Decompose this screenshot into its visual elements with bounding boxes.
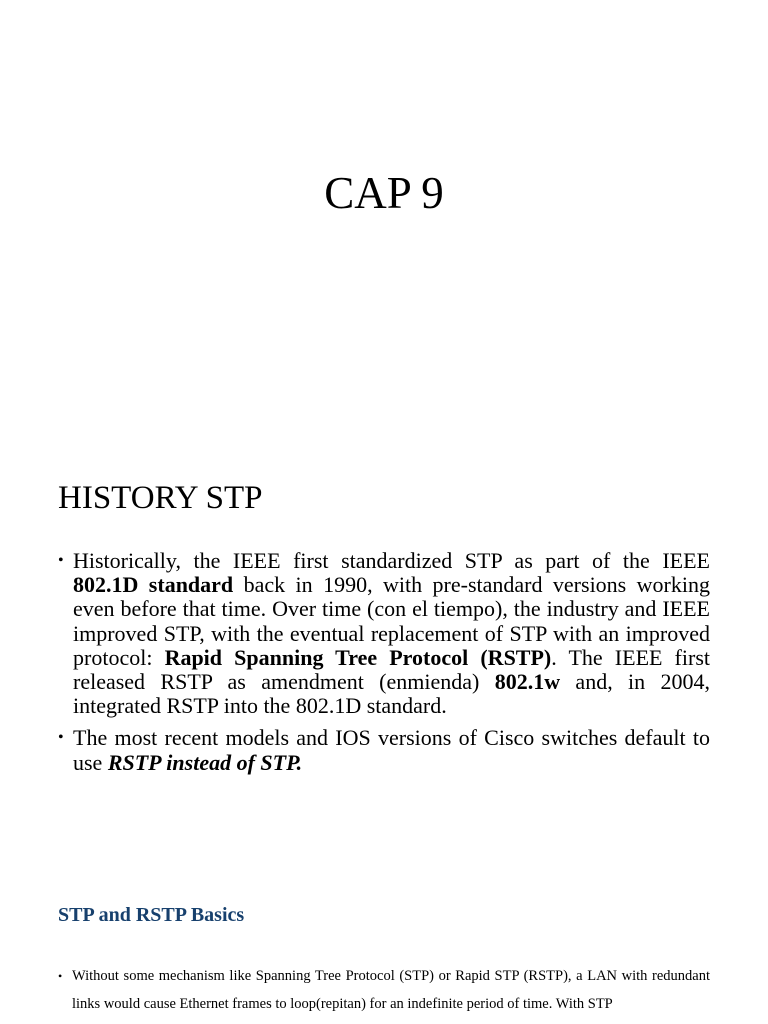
bullet-icon: •: [58, 969, 63, 983]
bullet-text: Without some mechanism like Spanning Tree Protocol (STP) or Rapid STP (RSTP), a LAN with redundant links would cause Ethernet frames to loop(repitan) for an indefinite period of time. With STP: [72, 968, 710, 1012]
bullet-text: and, in 2004, integrated RSTP into the 802.1D standard.: [73, 669, 710, 719]
bullet-icon: •: [58, 729, 64, 747]
bullet-text: . The IEEE first released RSTP as amendment (enmienda): [73, 644, 710, 695]
bold-text: 802.1D standard: [73, 572, 234, 598]
subheading: STP and RSTP Basics: [58, 904, 245, 926]
list-item: [58, 726, 710, 774]
section-heading: HISTORY STP: [58, 480, 263, 516]
history-bullet-list: [58, 549, 710, 783]
list-item: [58, 549, 710, 718]
bullet-text: The most recent models and IOS versions of Cisco switches default to use: [73, 725, 710, 775]
bold-text: Rapid Spanning Tree Protocol (RSTP): [164, 644, 552, 670]
slide-title: CAP 9: [324, 168, 444, 218]
basics-bullet-list: [58, 962, 710, 1018]
bold-italic-text: RSTP instead of STP.: [107, 749, 303, 775]
bullet-text: back in 1990, with pre-standard versions working even before that time. Over time (con el tiempo), the industry and IEEE improved STP, with the eventual replacement of STP with an improved protocol:: [73, 572, 710, 670]
list-item: [58, 962, 710, 1018]
bullet-text: Historically, the IEEE first standardized STP as part of the IEEE: [73, 548, 710, 573]
bullet-icon: •: [58, 552, 64, 569]
bold-text: 802.1w: [494, 669, 561, 695]
